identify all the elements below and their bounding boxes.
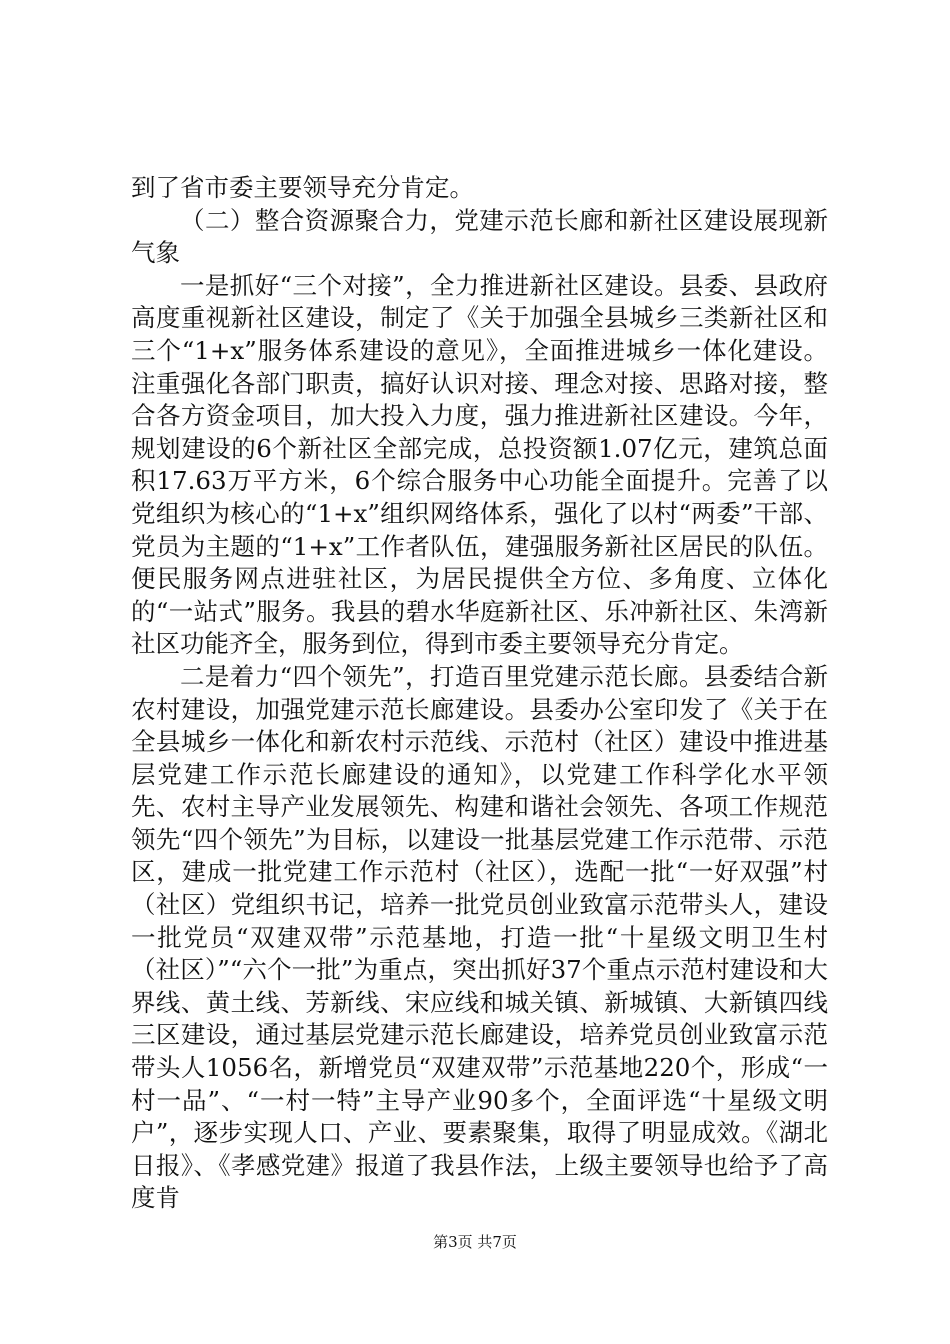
paragraph-new-community: 一是抓好“三个对接”，全力推进新社区建设。县委、县政府高度重视新社区建设，制定了《关于加强全县城乡三类新社区和三个“1+x”服务体系建设的意见》，全面推进城乡一体化建设。注重强化各部门职责，搞好认识对接、理念对接、思路对接，整合各方资金项目，加大投入力度，强力推进新社区建设。今年，规划建设的6个新社区全部完成，总投资额1.07亿元，建筑总面积17.63万平方米，6个综合服务中心功能全面提升。完善了以党组织为核心的“1+x”组织网络体系，强化了以村“两委”干部、党员为主题的“1+x”工作者队伍，建强服务新社区居民的队伍。便民服务网点进驻社区，为居民提供全方位、多角度、立体化的“一站式”服务。我县的碧水华庭新社区、乐冲新社区、朱湾新社区功能齐全，服务到位，得到市委主要领导充分肯定。 [131, 270, 828, 659]
paragraph-demo-corridor: 二是着力“四个领先”，打造百里党建示范长廊。县委结合新农村建设，加强党建示范长廊建设。县委办公室印发了《关于在全县城乡一体化和新农村示范线、示范村（社区）建设中推进基层党建工作示范长廊建设的通知》，以党建工作科学化水平领先、农村主导产业发展领先、构建和谐社会领先、各项工作规范领先“四个领先”为目标，以建设一批基层党建工作示范带、示范区，建成一批党建工作示范村（社区），选配一批“一好双强”村（社区）党组织书记，培养一批党员创业致富示范带头人，建设一批党员“双建双带”示范基地，打造一批“十星级文明卫生村（社区）”“六个一批”为重点，突出抓好37个重点示范村建设和大界线、黄土线、芳新线、宋应线和城关镇、新城镇、大新镇四线三区建设，通过基层党建示范长廊建设，培养党员创业致富示范带头人1056名，新增党员“双建双带”示范基地220个，形成“一村一品”、“一村一特”主导产业90多个，全面评选“十星级文明户”，逐步实现人口、产业、要素聚集，取得了明显成效。《湖北日报》、《孝感党建》报道了我县作法，上级主要领导也给予了高度肯 [131, 661, 828, 1213]
section-heading: （二）整合资源聚合力，党建示范长廊和新社区建设展现新气象 [131, 205, 828, 268]
page-footer: 第3页 共7页 [433, 1233, 517, 1251]
document-body [131, 172, 828, 1215]
paragraph-continuation: 到了省市委主要领导充分肯定。 [131, 173, 474, 202]
